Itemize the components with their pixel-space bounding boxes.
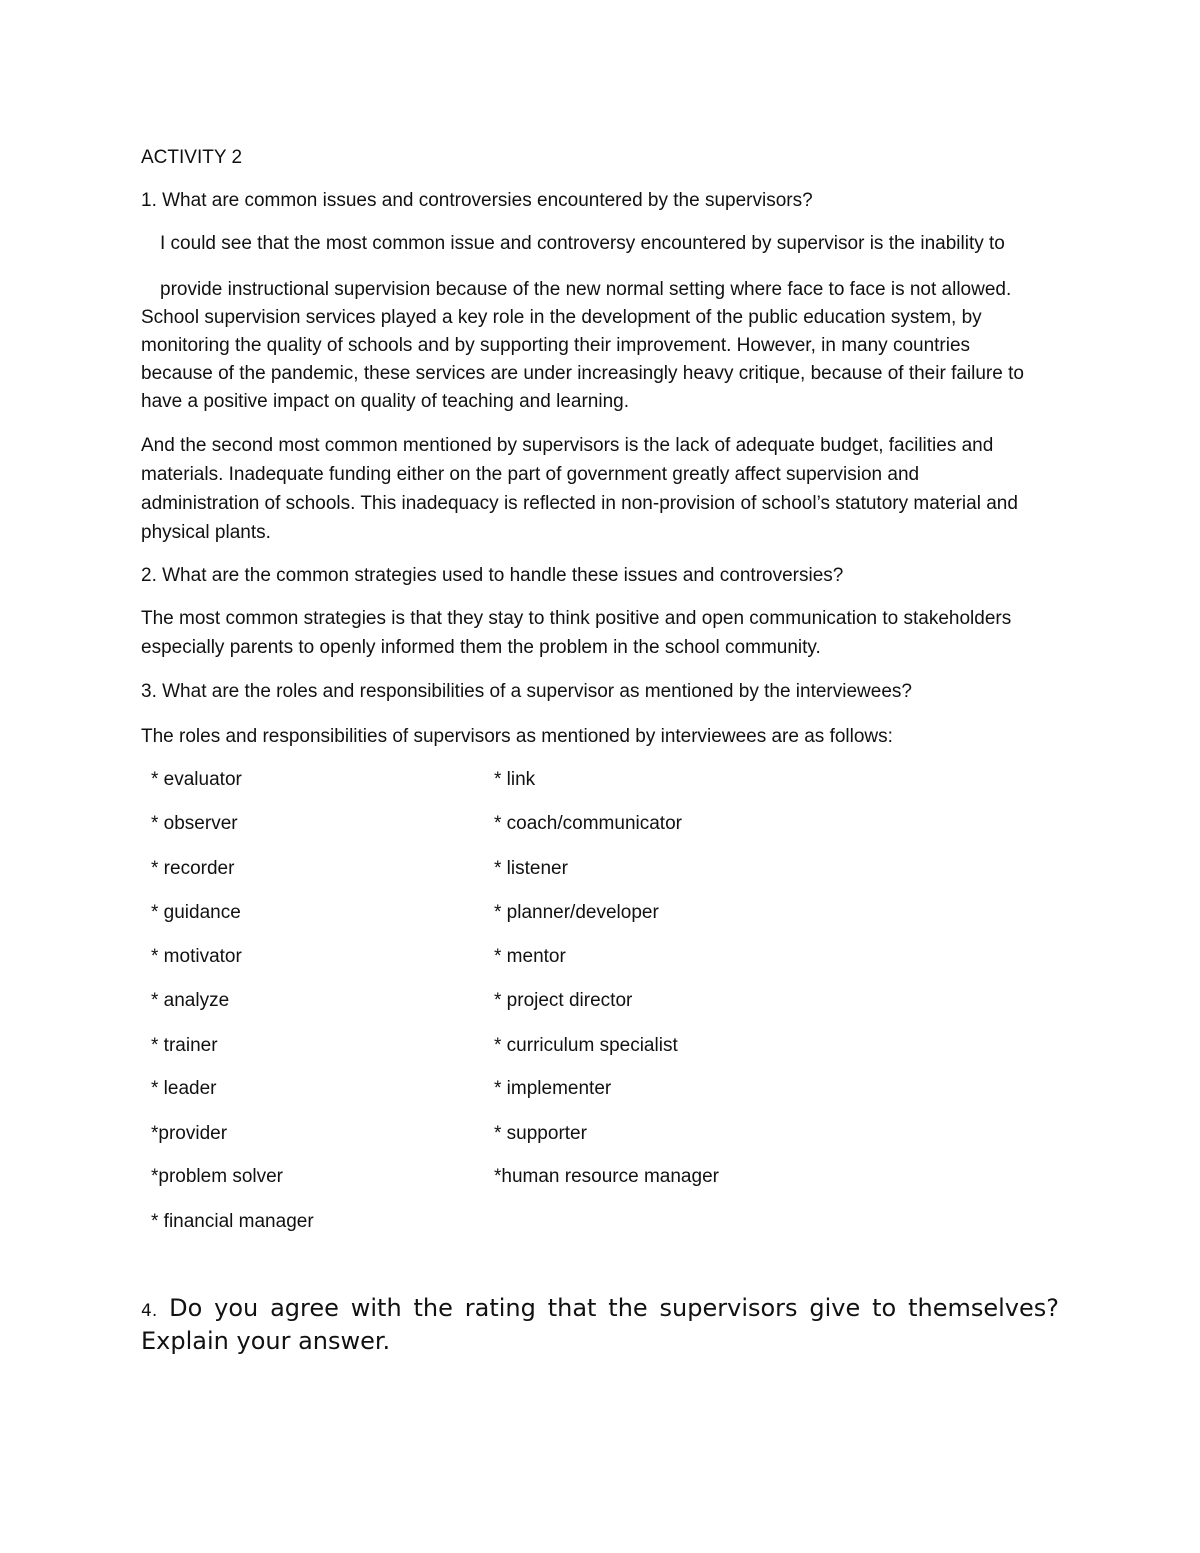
question-2: 2. What are the common strategies used to handle these issues and controversies? [141, 565, 844, 586]
question-4-text: Do you agree with the rating that the supervisors give to themselves? Explain your answer. [141, 1294, 1059, 1355]
q3-intro: The roles and responsibilities of supervisors as mentioned by interviewees are as follows: [141, 726, 893, 747]
q1-answer-line-5: because of the pandemic, these services are under increasingly heavy critique, because of their failure to [141, 363, 1024, 384]
activity-heading: ACTIVITY 2 [141, 147, 243, 168]
q1-para2-line-2: materials. Inadequate funding either on the part of government greatly affect supervision and [141, 464, 920, 485]
role-item: * leader [151, 1078, 217, 1099]
q1-para2-line-4: physical plants. [141, 522, 271, 543]
role-item: *problem solver [151, 1166, 283, 1187]
role-item: * observer [151, 813, 238, 834]
role-item: * recorder [151, 858, 235, 879]
role-item: * coach/communicator [494, 813, 682, 834]
role-item: * guidance [151, 902, 241, 923]
role-item: * listener [494, 858, 568, 879]
question-1: 1. What are common issues and controversies encountered by the supervisors? [141, 190, 813, 211]
question-4-number: 4. [141, 1301, 158, 1321]
role-item: * supporter [494, 1123, 587, 1144]
role-item: * financial manager [151, 1211, 314, 1232]
role-item: * link [494, 769, 536, 790]
q1-para2-line-3: administration of schools. This inadequacy is reflected in non-provision of school’s statutory material and [141, 493, 1018, 514]
role-item: * mentor [494, 946, 566, 967]
q1-answer-line-3: School supervision services played a key role in the development of the public education system, by [141, 307, 982, 328]
role-item: *provider [151, 1123, 228, 1144]
role-item: * motivator [151, 946, 242, 967]
q2-answer-line-1: The most common strategies is that they stay to think positive and open communication to stakeholders [141, 608, 1012, 629]
role-item: * analyze [151, 990, 230, 1011]
role-item: * curriculum specialist [494, 1035, 678, 1056]
role-item: *human resource manager [494, 1166, 719, 1187]
role-item: * evaluator [151, 769, 242, 790]
role-item: * project director [494, 990, 633, 1011]
role-item: * planner/developer [494, 902, 659, 923]
q1-para2-line-1: And the second most common mentioned by supervisors is the lack of adequate budget, facilities and [141, 435, 994, 456]
q1-answer-line-6: have a positive impact on quality of teaching and learning. [141, 391, 629, 412]
question-4 [141, 1293, 1059, 1356]
q1-answer-line-4: monitoring the quality of schools and by supporting their improvement. However, in many countries [141, 335, 971, 356]
role-item: * implementer [494, 1078, 612, 1099]
q2-answer-line-2: especially parents to openly informed them the problem in the school community. [141, 637, 821, 658]
question-3: 3. What are the roles and responsibilities of a supervisor as mentioned by the interviewees? [141, 681, 912, 702]
role-item: * trainer [151, 1035, 218, 1056]
q1-answer-line-1: I could see that the most common issue and controversy encountered by supervisor is the inability to [160, 233, 1005, 254]
q1-answer-line-2: provide instructional supervision because of the new normal setting where face to face is not allowed. [160, 279, 1012, 300]
